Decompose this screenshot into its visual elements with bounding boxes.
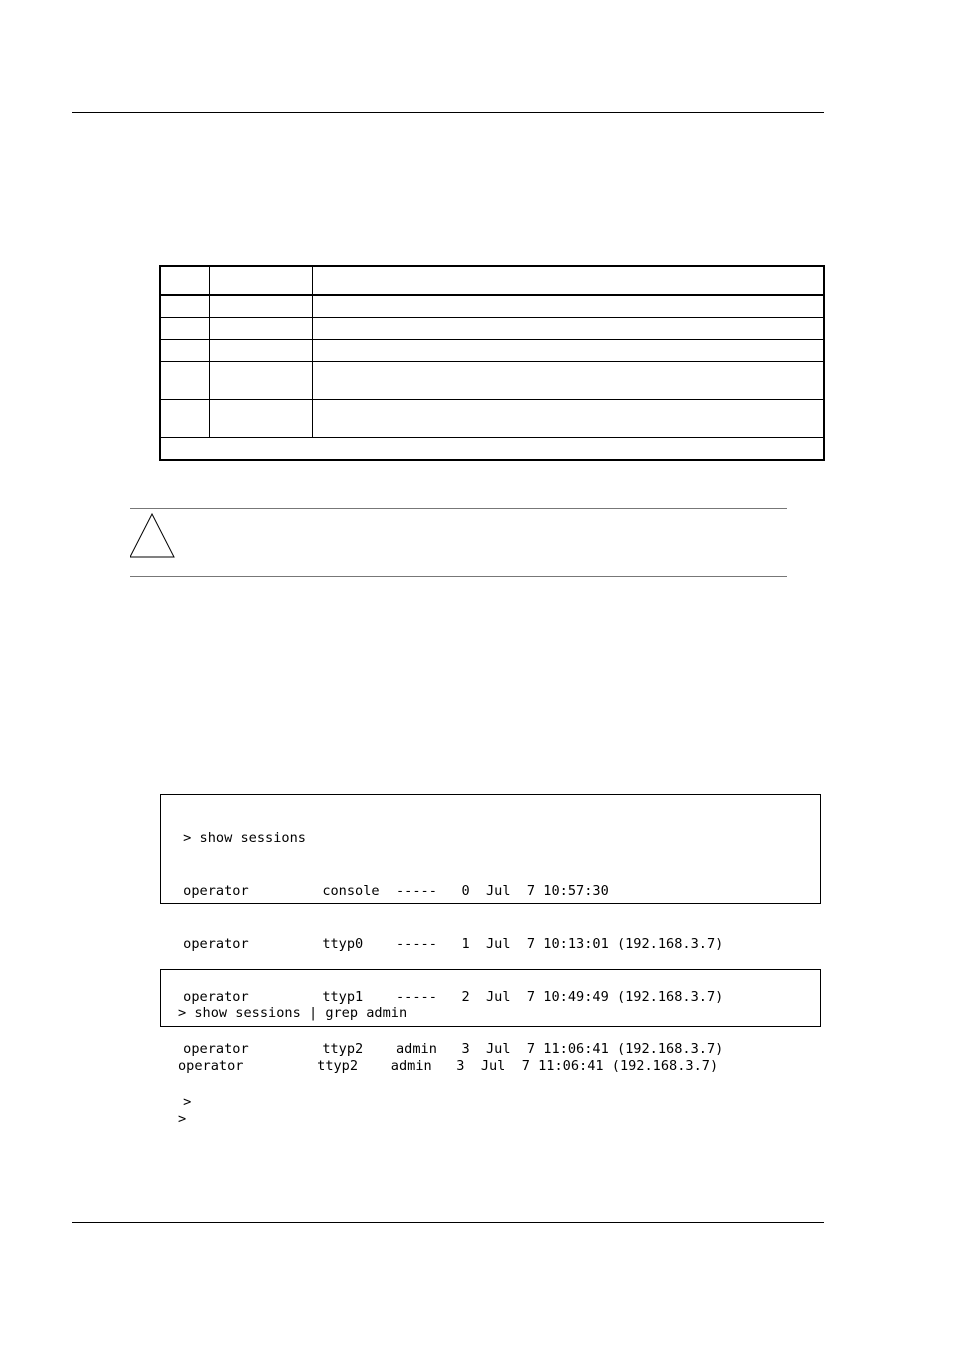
code-line: operator ttyp2 admin 3 Jul 7 11:06:41 (192.168.3.7) xyxy=(178,1057,719,1074)
table-cell xyxy=(209,295,312,318)
header-rule xyxy=(72,112,824,113)
caution-bottom-rule xyxy=(130,576,787,577)
table-cell xyxy=(209,318,312,340)
table-cell xyxy=(160,400,209,438)
table-row xyxy=(160,318,824,340)
table-cell xyxy=(160,318,209,340)
table-header-cell xyxy=(160,266,209,295)
table-cell xyxy=(312,318,824,340)
table-row xyxy=(160,400,824,438)
table-header-cell xyxy=(312,266,824,295)
table-cell xyxy=(312,340,824,362)
footer-rule xyxy=(72,1222,824,1223)
parameter-table xyxy=(159,265,825,461)
code-line: operator ttyp2 admin 3 Jul 7 11:06:41 (192.168.3.7) xyxy=(175,1041,724,1058)
table-cell xyxy=(209,362,312,400)
table-header-cell xyxy=(209,266,312,295)
table-cell xyxy=(209,400,312,438)
table-cell xyxy=(209,340,312,362)
code-line: operator console ----- 0 Jul 7 10:57:30 xyxy=(175,882,609,899)
table-row xyxy=(160,362,824,400)
table-cell xyxy=(312,400,824,438)
table-footer-row xyxy=(160,438,824,461)
table-cell xyxy=(312,295,824,318)
code-line: > xyxy=(175,1094,192,1111)
table-cell xyxy=(160,362,209,400)
table-footer-cell xyxy=(160,438,824,461)
table-header-row xyxy=(160,266,824,295)
table-cell xyxy=(312,362,824,400)
code-line: > show sessions xyxy=(175,830,306,847)
warning-triangle-icon xyxy=(130,513,176,559)
code-line: > show sessions | grep admin xyxy=(178,1005,408,1022)
table-row xyxy=(160,295,824,318)
code-line: operator ttyp0 ----- 1 Jul 7 10:13:01 (192.168.3.7) xyxy=(175,935,724,952)
caution-top-rule xyxy=(130,508,787,509)
code-line: > xyxy=(178,1110,187,1127)
table-cell xyxy=(160,340,209,362)
code-line: operator ttyp1 ----- 2 Jul 7 10:49:49 (192.168.3.7) xyxy=(175,988,724,1005)
code-block-grep-admin xyxy=(160,969,821,1127)
table-cell xyxy=(160,295,209,318)
table-row xyxy=(160,340,824,362)
